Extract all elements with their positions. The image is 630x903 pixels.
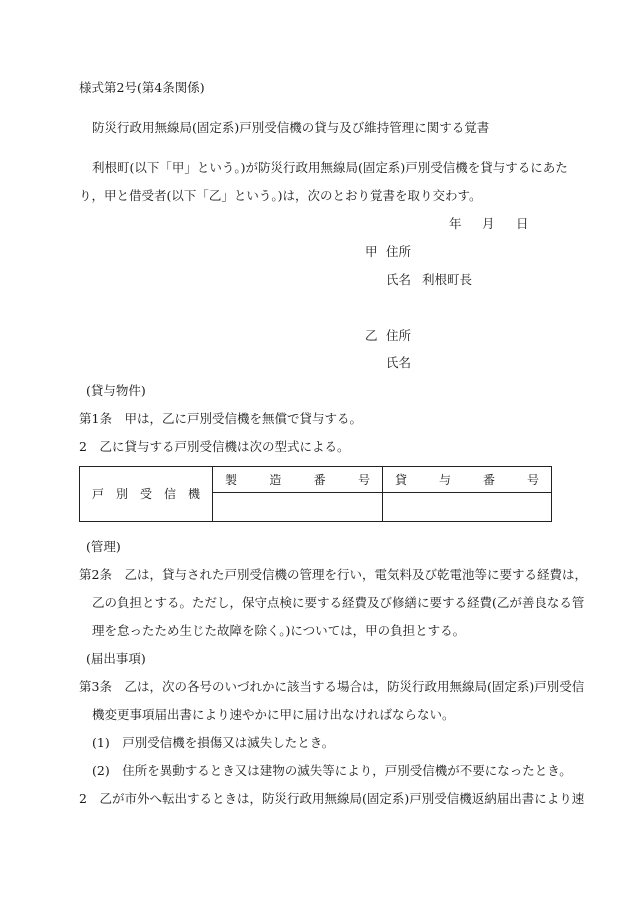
loan-number-value — [383, 493, 552, 522]
article-1: 第1条 甲は，乙に戸別受信機を無償で貸与する。 — [79, 411, 362, 426]
date-day: 日 — [516, 216, 529, 231]
section-heading-notification: (届出事項) — [86, 651, 146, 666]
party-b-name-label: 氏名 — [386, 355, 412, 370]
preamble-line-1: 利根町(以下「甲」という。)が防災行政用無線局(固定系)戸別受信機を貸与するにあた — [92, 160, 568, 175]
section-heading-management: (管理) — [86, 539, 121, 554]
serial-number-value — [213, 493, 383, 522]
party-a-name-label: 氏名 — [386, 272, 412, 287]
model-table — [79, 466, 552, 522]
preamble-line-2: り，甲と借受者(以下「乙」という。)は，次のとおり覚書を取り交わす。 — [79, 188, 482, 203]
section-heading-lending: (貸与物件) — [86, 383, 146, 398]
header-serial-number: 製 造 番 号 — [213, 467, 383, 493]
article-3-item-1: (1) 戸別受信機を損傷又は滅失したとき。 — [92, 735, 335, 750]
article-2-line-2: 乙の負担とする。ただし，保守点検に要する経費及び修繕に要する経費(乙が善良なる管 — [92, 595, 585, 610]
party-a-mark: 甲 — [365, 244, 378, 259]
party-b-address-label: 住所 — [386, 328, 412, 343]
article-1-para-2: 2 乙に貸与する戸別受信機は次の型式による。 — [79, 439, 350, 454]
date-year: 年 — [449, 216, 462, 231]
article-2-line-1: 第2条 乙は，貸与された戸別受信機の管理を行い，電気料及び乾電池等に要する経費は， — [79, 567, 587, 582]
article-3-line-1: 第3条 乙は，次の各号のいづれかに該当する場合は，防災行政用無線局(固定系)戸別受信 — [79, 679, 585, 694]
date-month: 月 — [482, 216, 495, 231]
party-b-mark: 乙 — [365, 328, 378, 343]
article-3-para-2: 2 乙が市外へ転出するときは，防災行政用無線局(固定系)戸別受信機返納届出書により速 — [79, 791, 585, 806]
row-header-receiver: 戸 別 受 信 機 — [80, 467, 213, 522]
party-a-address-label: 住所 — [386, 244, 412, 259]
form-id: 様式第2号(第4条関係) — [79, 80, 205, 95]
header-loan-number: 貸 与 番 号 — [383, 467, 552, 493]
document-title: 防災行政用無線局(固定系)戸別受信機の貸与及び維持管理に関する覚書 — [92, 120, 490, 135]
article-3-item-2: (2) 住所を異動するとき又は建物の滅失等により，戸別受信機が不要になったとき。 — [92, 763, 572, 778]
article-3-line-2: 機変更事項届出書により速やかに甲に届け出なければならない。 — [92, 707, 455, 722]
party-a-name-value: 利根町長 — [422, 272, 473, 287]
article-2-line-3: 理を怠ったため生じた故障を除く。)については，甲の負担とする。 — [92, 623, 466, 638]
